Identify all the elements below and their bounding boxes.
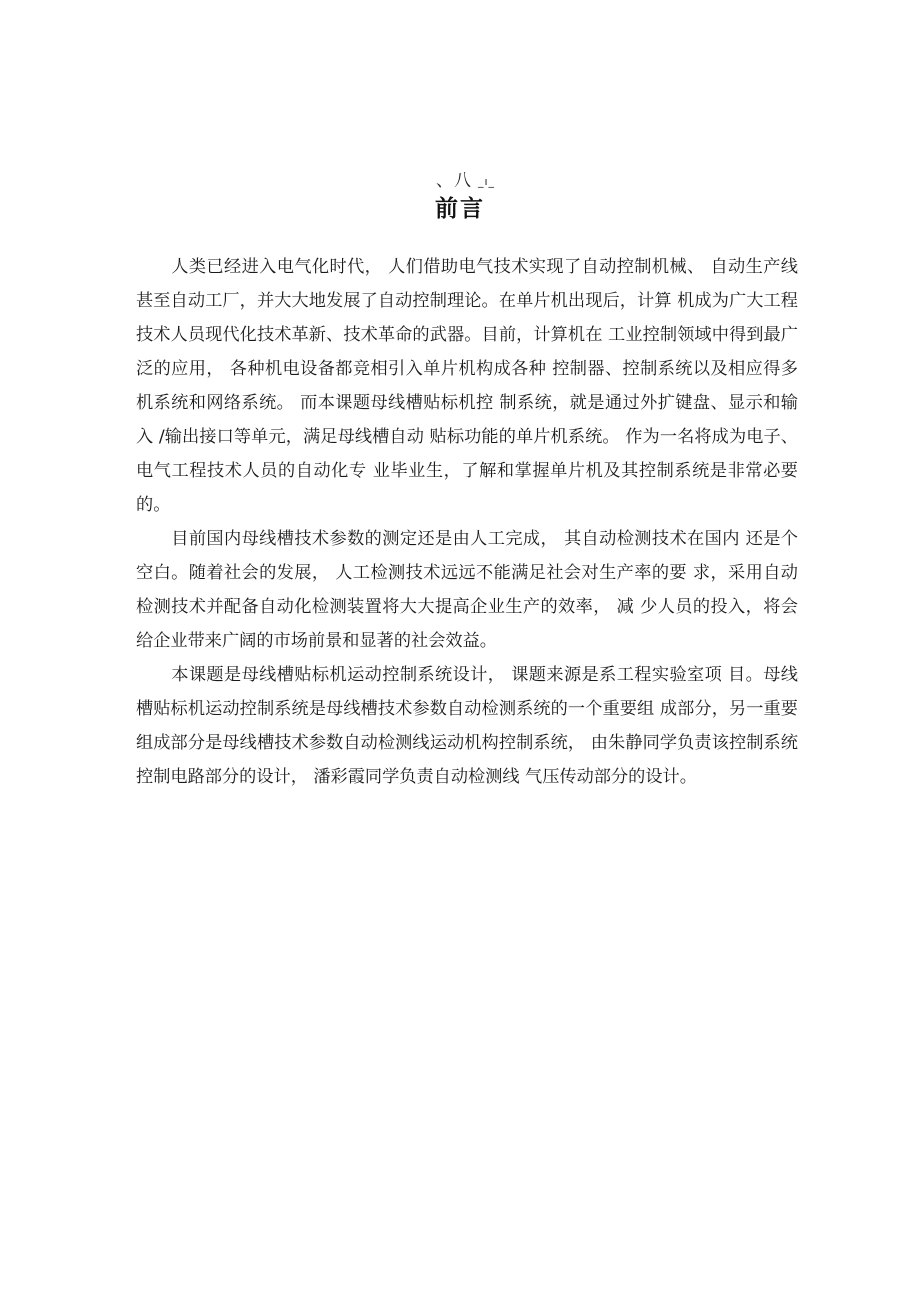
header-artifact-text: 、八 <box>436 171 472 191</box>
paragraph-3: 本课题是母线槽贴标机运动控制系统设计， 课题来源是系工程实验室项 目。母线槽贴标机运动控制系统是母线槽技术参数自动检测系统的一个重要组 成部分，另一重要组成部分是母线槽技术参数自动检测线运动机构控制系统， 由朱静同学负责该控制系统控制电路部分的设计， 潘彩霞同学负责自动检测线 气压传动部分的设计。 <box>136 665 798 787</box>
header-artifact-mark: _ı_ <box>478 175 496 188</box>
header-scan-artifact <box>436 166 495 191</box>
paragraph-1: 人类已经进入电气化时代， 人们借助电气技术实现了自动控制机械、 自动生产线甚至自动工厂，并大大地发展了自动控制理论。在单片机出现后，计算 机成为广大工程技术人员现代化技术革新、技术革命的武器。目前，计算机在 工业控制领域中得到最广泛的应用， 各种机电设备都竞相引入单片机构成各种 控制器、控制系统以及相应得多机系统和网络系统。 而本课题母线槽贴标机控 制系统，就是通过外扩键盘、显示和输入 /输出接口等单元，满足母线槽自动 贴标功能的单片机系统。 作为一名将成为电子、 电气工程技术人员的自动化专 业毕业生，了解和掌握单片机及其控制系统是非常必要的。 <box>136 257 798 515</box>
document-body <box>136 250 798 794</box>
page-title: 前言 <box>435 196 485 222</box>
paragraph-2: 目前国内母线槽技术参数的测定还是由人工完成， 其自动检测技术在国内 还是个空白。随着社会的发展， 人工检测技术远远不能满足社会对生产率的要 求，采用自动检测技术并配备自动化检测装置将大大提高企业生产的效率， 减 少人员的投入，将会给企业带来广阔的市场前景和显著的社会效益。 <box>136 529 798 651</box>
